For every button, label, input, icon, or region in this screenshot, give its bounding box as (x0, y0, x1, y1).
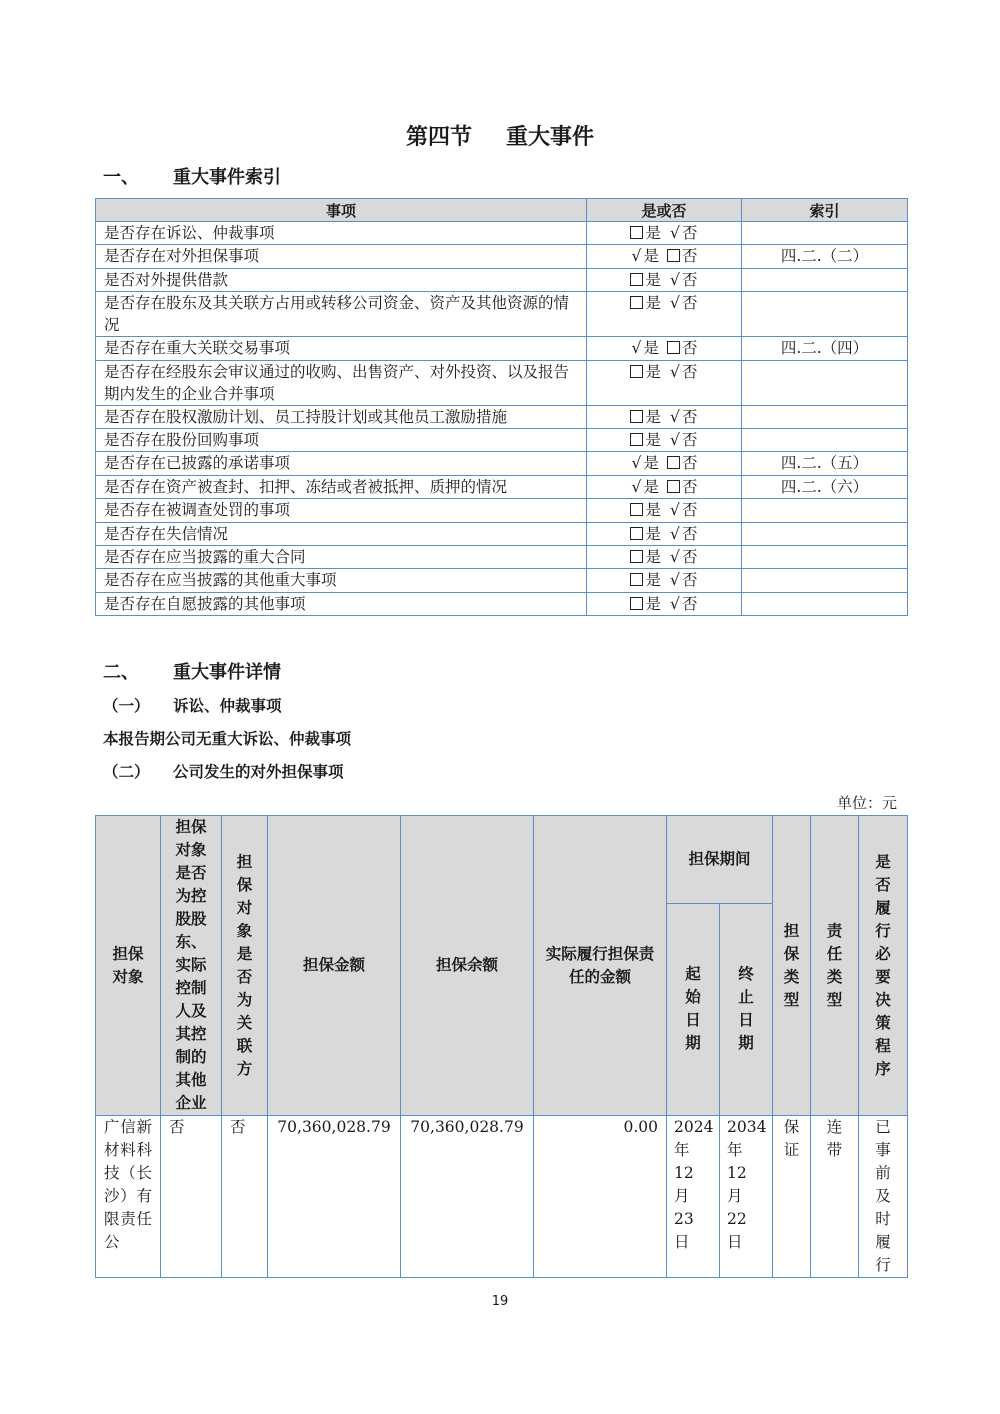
checkmark-icon: √ (631, 339, 642, 358)
cell-text: 担保对象 (112, 944, 144, 986)
subheading-number: （二） (103, 763, 150, 781)
option-yes-label: 是 (645, 362, 661, 381)
table-row (96, 569, 908, 592)
empty-checkbox-icon (630, 503, 643, 516)
option-no-label: 否 (682, 270, 698, 289)
col-header-target (96, 816, 161, 1116)
option-yes (630, 294, 661, 312)
option-yes (630, 525, 661, 543)
cell-text: 是否履行必要决策程序 (875, 852, 891, 1078)
option-no (667, 478, 698, 496)
cell-item: 是否存在对外担保事项 (96, 245, 587, 268)
option-yes (630, 595, 661, 613)
option-no-label: 否 (682, 339, 698, 358)
checkmark-icon: √ (670, 430, 680, 449)
col-header-guarantee-type (773, 816, 811, 1116)
option-yes-label: 是 (645, 571, 661, 590)
cell-index (742, 499, 908, 522)
cell-text: 起始日期 (685, 965, 701, 1053)
option-no (669, 408, 698, 426)
empty-checkbox-icon (630, 365, 643, 378)
option-no (669, 224, 698, 242)
option-yes (630, 431, 661, 449)
cell-text: 担保对象是否为控股股东、实际控制人及其控制的其他企业 (175, 818, 207, 1112)
cell-yes-no (587, 222, 742, 245)
cell-item: 是否存在已披露的承诺事项 (96, 452, 587, 475)
option-yes (630, 571, 661, 589)
subheading-litigation (103, 694, 282, 716)
option-yes-label: 是 (645, 547, 661, 566)
empty-checkbox-icon (667, 341, 680, 354)
table-header-row (96, 816, 908, 904)
option-yes (630, 408, 661, 426)
cell-item: 是否存在股权激励计划、员工持股计划或其他员工激励措施 (96, 405, 587, 428)
option-yes (630, 363, 661, 381)
end-date-value: 2034 年 12 月 22 日 (727, 1118, 767, 1251)
cell-is-controlling: 否 (161, 1116, 222, 1278)
section-name: 重大事件 (506, 125, 595, 150)
empty-checkbox-icon (630, 273, 643, 286)
option-yes (630, 247, 659, 265)
col-header-is-related (222, 816, 268, 1116)
col-header-start-date (667, 903, 720, 1115)
cell-yes-no (587, 522, 742, 545)
table-row (96, 1116, 908, 1278)
option-yes-label: 是 (643, 477, 659, 496)
cell-text: 实际履行担保责任的金额 (545, 944, 655, 986)
col-header-index: 索引 (742, 199, 908, 222)
col-header-is-controlling (161, 816, 222, 1116)
empty-checkbox-icon (630, 433, 643, 446)
option-yes-label: 是 (645, 501, 661, 520)
empty-checkbox-icon (667, 249, 680, 262)
checkmark-icon: √ (670, 594, 680, 613)
option-yes-label: 是 (643, 339, 659, 358)
checkmark-icon: √ (670, 407, 680, 426)
cell-index (742, 268, 908, 291)
cell-yes-no (587, 405, 742, 428)
checkmark-icon: √ (670, 501, 680, 520)
col-header-amount: 担保金额 (268, 816, 401, 1116)
page-number: 19 (491, 1294, 509, 1309)
cell-yes-no (587, 292, 742, 337)
option-yes (630, 224, 661, 242)
cell-text: 保证 (783, 1118, 800, 1159)
cell-yes-no (587, 245, 742, 268)
cell-actual: 0.00 (534, 1116, 667, 1278)
option-no-label: 否 (682, 477, 698, 496)
option-no-label: 否 (682, 524, 698, 543)
option-no (669, 271, 698, 289)
option-no (669, 363, 698, 381)
cell-item: 是否存在资产被查封、扣押、冻结或者被抵押、质押的情况 (96, 475, 587, 498)
heading-text: 重大事件索引 (173, 167, 281, 188)
heading-number: 二、 (103, 662, 139, 683)
cell-is-related: 否 (222, 1116, 268, 1278)
cell-text: 担保对象是否为关联方 (236, 852, 253, 1078)
checkmark-icon: √ (670, 362, 680, 381)
cell-index: 四.二.（六） (742, 475, 908, 498)
cell-item: 是否存在股份回购事项 (96, 428, 587, 451)
cell-item: 是否存在失信情况 (96, 522, 587, 545)
col-header-procedure (859, 816, 908, 1116)
cell-text: 终止日期 (738, 965, 754, 1053)
option-no (669, 571, 698, 589)
cell-index (742, 222, 908, 245)
option-no-label: 否 (682, 594, 698, 613)
cell-item: 是否存在应当披露的其他重大事项 (96, 569, 587, 592)
option-yes-label: 是 (645, 524, 661, 543)
cell-item: 是否存在应当披露的重大合同 (96, 545, 587, 568)
empty-checkbox-icon (630, 550, 643, 563)
option-no-label: 否 (682, 407, 698, 426)
option-no-label: 否 (682, 501, 698, 520)
cell-yes-no (587, 569, 742, 592)
table-row (96, 245, 908, 268)
cell-yes-no (587, 452, 742, 475)
option-yes (630, 501, 661, 519)
cell-item: 是否存在经股东会审议通过的收购、出售资产、对外投资、以及报告期内发生的企业合并事项 (96, 360, 587, 405)
checkmark-icon: √ (670, 294, 680, 313)
cell-yes-no (587, 592, 742, 615)
option-no (667, 247, 698, 265)
option-yes (630, 271, 661, 289)
cell-yes-no (587, 499, 742, 522)
cell-index (742, 522, 908, 545)
cell-target (96, 1116, 161, 1278)
cell-yes-no (587, 428, 742, 451)
checkmark-icon: √ (670, 224, 680, 242)
option-yes-label: 是 (645, 224, 661, 242)
cell-liability-type (811, 1116, 859, 1278)
table-row (96, 405, 908, 428)
option-no (667, 454, 698, 472)
cell-index: 四.二.（二） (742, 245, 908, 268)
option-no-label: 否 (682, 430, 698, 449)
empty-checkbox-icon (667, 480, 680, 493)
cell-index (742, 592, 908, 615)
cell-procedure (859, 1116, 908, 1278)
option-yes-label: 是 (643, 454, 659, 473)
cell-text: 广信新材料科技（长沙）有限责任公 (104, 1118, 152, 1251)
subheading-number: （一） (103, 697, 150, 715)
cell-guarantee-type (773, 1116, 811, 1278)
cell-item: 是否存在诉讼、仲裁事项 (96, 222, 587, 245)
table-row (96, 360, 908, 405)
cell-end-date (720, 1116, 773, 1278)
cell-index (742, 405, 908, 428)
heading-text: 重大事件详情 (173, 662, 281, 683)
table-row (96, 428, 908, 451)
option-no-label: 否 (682, 294, 698, 313)
cell-start-date (667, 1116, 720, 1278)
option-yes-label: 是 (645, 430, 661, 449)
cell-index (742, 569, 908, 592)
option-no-label: 否 (682, 571, 698, 590)
section-title (0, 120, 1000, 151)
option-no-label: 否 (682, 224, 698, 242)
option-no-label: 否 (682, 362, 698, 381)
option-yes (630, 454, 659, 472)
unit-label: 单位：元 (836, 794, 897, 812)
option-no-label: 否 (682, 454, 698, 473)
table-row (96, 268, 908, 291)
table-row (96, 337, 908, 360)
option-no-label: 否 (682, 247, 698, 266)
option-yes-label: 是 (645, 407, 661, 426)
cell-index (742, 428, 908, 451)
table-row (96, 452, 908, 475)
cell-text: 责任类型 (826, 921, 843, 1009)
cell-item: 是否存在被调查处罚的事项 (96, 499, 587, 522)
cell-yes-no (587, 545, 742, 568)
table-row (96, 292, 908, 337)
checkmark-icon: √ (670, 524, 680, 543)
cell-yes-no (587, 337, 742, 360)
table-row (96, 545, 908, 568)
col-header-actual (534, 816, 667, 1116)
table-header-row (96, 199, 908, 222)
cell-balance: 70,360,028.79 (401, 1116, 534, 1278)
col-header-period: 担保期间 (667, 816, 773, 904)
cell-index (742, 545, 908, 568)
option-no (669, 525, 698, 543)
litigation-statement: 本报告期公司无重大诉讼、仲裁事项 (103, 730, 352, 748)
cell-amount: 70,360,028.79 (268, 1116, 401, 1278)
event-index-table (95, 198, 908, 616)
option-yes-label: 是 (645, 594, 661, 613)
col-header-balance: 担保余额 (401, 816, 534, 1116)
table-row (96, 475, 908, 498)
option-no (669, 548, 698, 566)
heading-event-details (103, 658, 281, 684)
start-date-value: 2024 年 12 月 23 日 (674, 1118, 714, 1251)
cell-item: 是否存在重大关联交易事项 (96, 337, 587, 360)
option-yes (630, 478, 659, 496)
subheading-text: 公司发生的对外担保事项 (173, 763, 344, 781)
empty-checkbox-icon (630, 226, 643, 239)
cell-index (742, 360, 908, 405)
checkmark-icon: √ (631, 454, 642, 473)
cell-yes-no (587, 268, 742, 291)
option-yes (630, 548, 661, 566)
empty-checkbox-icon (667, 456, 680, 469)
option-yes-label: 是 (643, 247, 659, 266)
col-header-liability-type (811, 816, 859, 1116)
heading-event-index (103, 163, 281, 189)
option-no-label: 否 (682, 547, 698, 566)
cell-item: 是否对外提供借款 (96, 268, 587, 291)
option-yes-label: 是 (645, 270, 661, 289)
cell-index (742, 292, 908, 337)
table-row (96, 522, 908, 545)
guarantee-table (95, 815, 908, 1278)
checkmark-icon: √ (670, 270, 680, 289)
option-yes (630, 339, 659, 357)
empty-checkbox-icon (630, 573, 643, 586)
section-number: 第四节 (405, 125, 472, 150)
empty-checkbox-icon (630, 597, 643, 610)
table-row (96, 222, 908, 245)
subheading-text: 诉讼、仲裁事项 (173, 697, 282, 715)
heading-number: 一、 (103, 167, 139, 188)
cell-text: 已事前及时履行 (875, 1118, 891, 1274)
col-header-item: 事项 (96, 199, 587, 222)
empty-checkbox-icon (630, 296, 643, 309)
checkmark-icon: √ (631, 247, 642, 266)
option-no (669, 501, 698, 519)
option-no (669, 595, 698, 613)
col-header-end-date (720, 903, 773, 1115)
cell-index: 四.二.（四） (742, 337, 908, 360)
option-no (667, 339, 698, 357)
checkmark-icon: √ (670, 571, 680, 590)
col-header-yes-no: 是或否 (587, 199, 742, 222)
cell-item: 是否存在股东及其关联方占用或转移公司资金、资产及其他资源的情况 (96, 292, 587, 337)
table-row (96, 499, 908, 522)
cell-yes-no (587, 360, 742, 405)
checkmark-icon: √ (631, 477, 642, 496)
option-yes-label: 是 (645, 294, 661, 313)
subheading-guarantee (103, 760, 344, 782)
cell-index: 四.二.（五） (742, 452, 908, 475)
table-row (96, 592, 908, 615)
empty-checkbox-icon (630, 410, 643, 423)
empty-checkbox-icon (630, 527, 643, 540)
cell-text: 担保类型 (783, 921, 800, 1009)
option-no (669, 431, 698, 449)
cell-yes-no (587, 475, 742, 498)
checkmark-icon: √ (670, 547, 680, 566)
cell-item: 是否存在自愿披露的其他事项 (96, 592, 587, 615)
option-no (669, 294, 698, 312)
cell-text: 连带 (826, 1118, 843, 1159)
